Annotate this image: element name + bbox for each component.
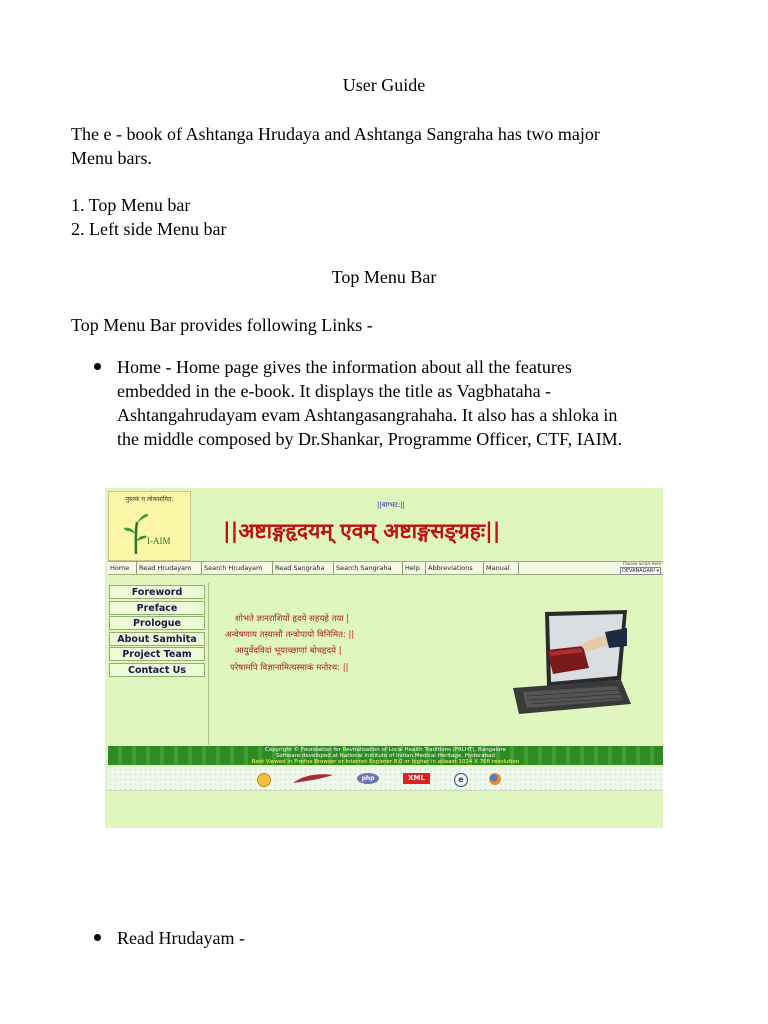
left-menu-about-samhita[interactable]: About Samhita — [109, 632, 205, 646]
xml-badge-icon: XML — [403, 773, 430, 784]
logo-caption: पुस्तकं च लोकसामित: — [125, 496, 174, 503]
script-select-value: DEVANAGARI — [622, 568, 655, 574]
doc-title: User Guide — [342, 75, 426, 95]
list-item-left-menu: 2. Left side Menu bar — [71, 219, 227, 239]
feather-icon — [291, 773, 335, 785]
tech-icons-strip — [108, 767, 663, 791]
small-heading: ||वाग्भट:|| — [377, 501, 405, 509]
footer-software: Software developed at National Institute of Indian Medical Heritage, Hyderabad — [275, 753, 496, 759]
bullet-icon — [94, 934, 101, 941]
intro-line-2: Menu bars. — [71, 148, 152, 168]
bullet-icon — [94, 363, 101, 370]
section-intro: Top Menu Bar provides following Links - — [71, 315, 373, 335]
top-menu-bar — [108, 561, 663, 575]
laptop-book-image — [509, 606, 633, 718]
php-badge-icon: php — [357, 773, 379, 784]
iaim-logo — [108, 491, 191, 561]
home-desc-line: the middle composed by Dr.Shankar, Programme Officer, CTF, IAIM. — [117, 429, 623, 449]
menu-read-hrudayam[interactable]: Read Hrudayam — [137, 562, 202, 574]
footer-copyright: Copyright © Foundation for Revitalisation of Local Health Traditions (FRLHT), Bangalore — [265, 747, 506, 753]
footer-bar — [108, 746, 663, 765]
home-desc-line: Home - Home page gives the information about all the features — [117, 357, 572, 377]
section-title: Top Menu Bar — [331, 267, 437, 287]
firefox-icon — [489, 773, 501, 785]
shloka-line: अन्वेषणाय तस्यासौ तन्त्रोपायो विनिमित: || — [225, 630, 355, 640]
menu-read-sangraha[interactable]: Read Sangraha — [273, 562, 334, 574]
divider — [208, 583, 209, 745]
leaf-figure-icon — [121, 512, 151, 556]
menu-search-sangraha[interactable]: Search Sangraha — [334, 562, 403, 574]
read-hrudayam-heading: Read Hrudayam - — [117, 928, 245, 948]
intro-line-1: The e - book of Ashtanga Hrudaya and Ashtanga Sangraha has two major — [71, 124, 600, 144]
ie-icon: e — [454, 773, 468, 787]
shloka-line: आयुर्वेदविदां भूयाच्छाणां बोधहृदये | — [235, 646, 342, 656]
left-menu-project-team[interactable]: Project Team — [109, 647, 205, 661]
script-select[interactable]: DEVANAGARI ▾ — [622, 568, 659, 574]
script-label: Choose Script Here — [622, 561, 661, 566]
shloka-line: शोभते ज्ञानराशियों हृदये सहयहे तया | — [235, 614, 350, 624]
menu-home[interactable]: Home — [108, 562, 137, 574]
left-menu-prologue[interactable]: Prologue — [109, 616, 205, 630]
left-menu-contact-us[interactable]: Contact Us — [109, 663, 205, 677]
home-desc-line: embedded in the e-book. It displays the title as Vagbhataha - — [117, 381, 552, 401]
shloka-line: परेषामपि विज्ञानामित्यस्माकं मनोरथ: || — [230, 663, 349, 673]
left-side-menu — [109, 585, 205, 678]
site-title: ||अष्टाङ्गहृदयम् एवम् अष्टाङ्गसङ्ग्रहः|| — [223, 519, 501, 543]
left-menu-foreword[interactable]: Foreword — [109, 585, 205, 599]
list-item-top-menu: 1. Top Menu bar — [71, 195, 191, 215]
logo-text: I-AIM — [147, 536, 171, 546]
menu-help[interactable]: Help — [403, 562, 426, 574]
menu-abbreviations[interactable]: Abbreviations — [426, 562, 484, 574]
menu-search-hrudayam[interactable]: Search Hrudayam — [202, 562, 273, 574]
home-desc-line: Ashtangahrudayam evam Ashtangasangrahaha. It also has a shloka in — [117, 405, 618, 425]
left-menu-preface[interactable]: Preface — [109, 601, 205, 615]
footer-best-viewed: Best Viewed in Firefox Browser or Internet Explorer 8.0 or higher in atleast 1024 X 768 resolution — [251, 759, 520, 765]
home-page-screenshot — [105, 488, 663, 828]
menu-manual[interactable]: Manual — [484, 562, 519, 574]
apache-icon — [257, 773, 271, 787]
